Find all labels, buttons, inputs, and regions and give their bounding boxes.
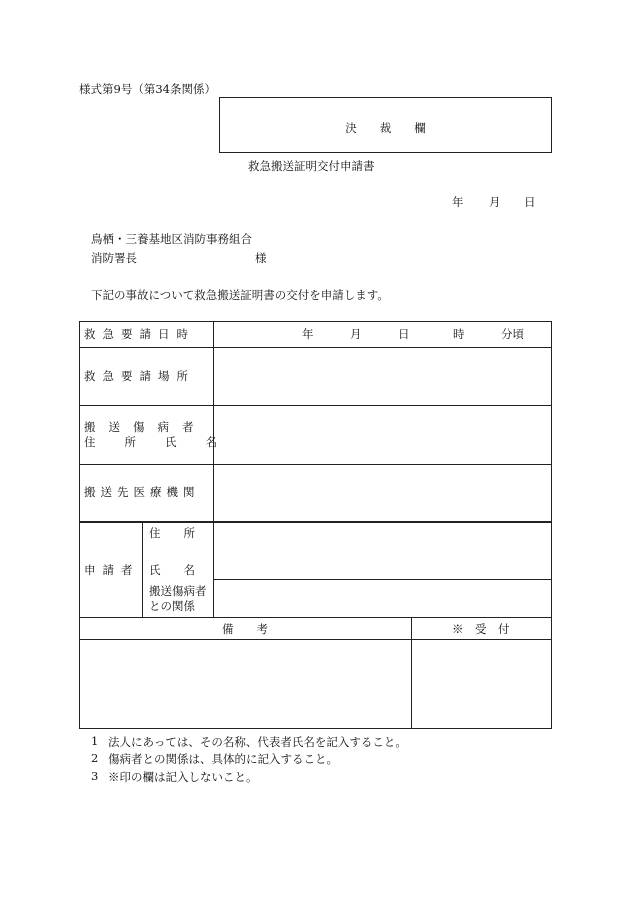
approval-box bbox=[219, 97, 552, 153]
note-text: ※印の欄は記入しないこと。 bbox=[108, 770, 258, 784]
note-text: 法人にあっては、その名称、代表者氏名を記入すること。 bbox=[108, 735, 407, 749]
applicant-address-label: 住 所 bbox=[149, 526, 195, 540]
addressee-honorific: 様 bbox=[255, 251, 267, 265]
note-num: 1 bbox=[91, 734, 99, 748]
addressee-org: 鳥栖・三養基地区消防事務組合 bbox=[91, 232, 252, 246]
applicant-relation-field[interactable] bbox=[214, 580, 551, 616]
remarks-header: 備 考 bbox=[222, 622, 268, 636]
datetime-year-unit: 年 bbox=[302, 327, 314, 341]
remarks-field[interactable] bbox=[80, 640, 410, 728]
label-hospital: 搬送先医療機関 bbox=[84, 485, 200, 499]
reception-field bbox=[412, 640, 551, 728]
form-title: 救急搬送証明交付申請書 bbox=[248, 159, 375, 173]
note-num: 3 bbox=[91, 769, 99, 783]
hospital-field[interactable] bbox=[214, 465, 551, 520]
note-num: 2 bbox=[91, 751, 99, 765]
datetime-day-unit: 日 bbox=[398, 327, 410, 341]
addressee-chief: 消防署長 bbox=[91, 251, 137, 265]
label-request-place: 救急要請場所 bbox=[84, 369, 195, 383]
datetime-month-unit: 月 bbox=[350, 327, 362, 341]
date-day-label: 日 bbox=[524, 195, 536, 209]
label-patient-line2: 住所氏名 bbox=[84, 435, 246, 449]
datetime-hour-unit: 時 bbox=[453, 327, 465, 341]
label-request-datetime: 救急要請日時 bbox=[84, 327, 195, 341]
request-place-field[interactable] bbox=[214, 348, 551, 404]
label-patient-line1: 搬送傷病者 bbox=[84, 420, 207, 434]
note-text: 傷病者との関係は、具体的に記入すること。 bbox=[108, 752, 338, 766]
patient-field[interactable] bbox=[214, 406, 551, 463]
applicant-name-label: 氏 名 bbox=[149, 563, 195, 577]
datetime-minute-unit: 分頃 bbox=[501, 327, 524, 341]
label-applicant: 申請者 bbox=[84, 563, 140, 577]
date-year-label: 年 bbox=[452, 195, 464, 209]
applicant-address-name-field[interactable] bbox=[214, 523, 551, 578]
reception-header: ※ 受 付 bbox=[452, 622, 510, 636]
intro-text: 下記の事故について救急搬送証明書の交付を申請します。 bbox=[91, 288, 389, 302]
applicant-relation-line1: 搬送傷病者 bbox=[149, 584, 207, 598]
applicant-relation-line2: との関係 bbox=[149, 599, 195, 613]
approval-box-label: 決 裁 欄 bbox=[345, 121, 426, 135]
date-month-label: 月 bbox=[489, 195, 501, 209]
form-number: 様式第9号（第34条関係） bbox=[79, 82, 216, 96]
